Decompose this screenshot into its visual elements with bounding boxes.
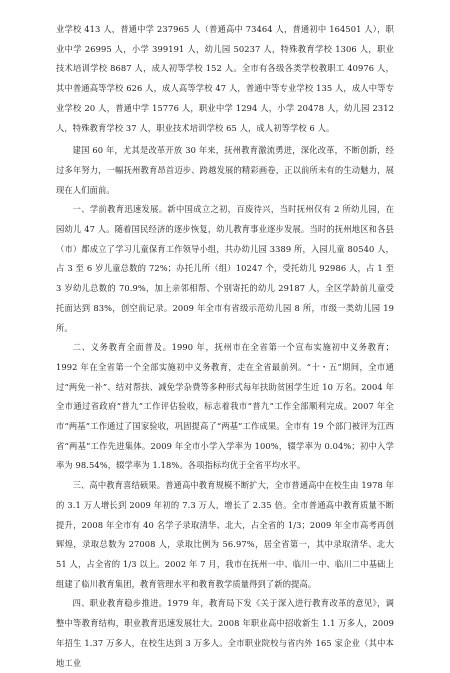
paragraph-vocational-education: 四、职业教育稳步推进。1979 年，教育局下发《关于深入进行教育改革的意见》，调整中等教育结构，职业教育迅速发展壮大。2008 年职业高中招收新生 1.1 万多人，2009 年招生 1.37 万多人，在校生达到 3 万多人。全市职业院校与省内外 165 家企业（其中本地工业 bbox=[56, 598, 394, 668]
paragraph-introduction: 建国 60 年，尤其是改革开放 30 年来，抚州教育激流勇进，深化改革，不断创新，经过多年努力，一幅抚州教育昂首迈步、跨越发展的精彩画卷，正以前所未有的生动魅力，展现在人们面前。 bbox=[56, 145, 394, 195]
paragraph-staff-statistics: 业学校 413 人，普通中学 237965 人（普通高中 73464 人，普通初中 164501 人），职业中学 26995 人，小学 399191 人，幼儿园 50237 人，特殊教育学校 1306 人，职业技术培训学校 8687 人，成人初等学校 152 人。全市有各级各类学校教职工 40976 人，其中普通高等学校 626 人，成人高等学校 47 人，普通中等专业学校 135 人，成人中等专业学校 20 人，普通中学 15776 人，职业中学 1294 人，小学 20478 人，幼儿园 2312 人，特殊教育学校 37 人，职业技术培训学校 65 人，成人初等学校 6 人。 bbox=[56, 24, 394, 133]
paragraph-compulsory-education: 二、义务教育全面普及。1990 年，抚州市在全省第一个宣布实施初中义务教育；1992 年在全省第一个全部实施初中义务教育，走在全省最前列。“十・五”期间，全市通过“两免一补”、结对帮扶、减免学杂费等多种形式每年扶助贫困学生近 10 万名。2004 年全市通过省政府“普九”工作评估验收，标志着我市“普九”工作全部顺利完成。2007 年全市“两基”工作通过了国家验收，巩固提高了“两基”工作成果。全市有 19 个部门被评为江西省“两基”工作先进集体。2009 年全市小学入学率为 100%，辍学率为 0.04%；初中入学率为 98.54%，辍学率为 1.18%。各项指标均优于全省平均水平。 bbox=[56, 342, 394, 471]
paragraph-high-school-education: 三、高中教育喜结硕果。普通高中教育规模不断扩大，全市普通高中在校生由 1978 年的 3.1 万人增长到 2009 年初的 7.3 万人，增长了 2.35 倍。全市普通高中教育质量不断提升，2008 年全市有 40 名学子录取清华、北大，占全省的 1/3；2009 年全市高考再创辉煌，录取总数为 27008 人，录取比例为 56.97%，居全省第一，其中录取清华、北大 51 人，占全省的 1/3 以上。2002 年 7 月，我市在抚州一中、临川一中、临川二中基础上组建了临川教育集团，教育管理水平和教育教学质量得到了新的提高。 bbox=[56, 480, 394, 589]
paragraph-preschool-education: 一、学前教育迅速发展。新中国成立之初，百废待兴，当时抚州仅有 2 所幼儿园，在园幼儿 47 人。随着国民经济的逐步恢复，幼儿教育事业逐步发展。当时的抚州地区和各县（市）都成立了学习儿童保育工作领导小组，共办幼儿园 3389 所，入园儿童 80540 人，占 3 至 6 岁儿童总数的 72%；办托儿所（组）10247 个，受托幼儿 92986 人，占 1 至 3 岁幼儿总数的 70.9%，加上亲邻相帮、个别寄托的幼儿 29187 人，全区学龄前儿童受托面达到 83%，创空前记录。2009 年全市有省级示范幼儿园 8 所，市级一类幼儿园 19 所。 bbox=[56, 204, 394, 333]
